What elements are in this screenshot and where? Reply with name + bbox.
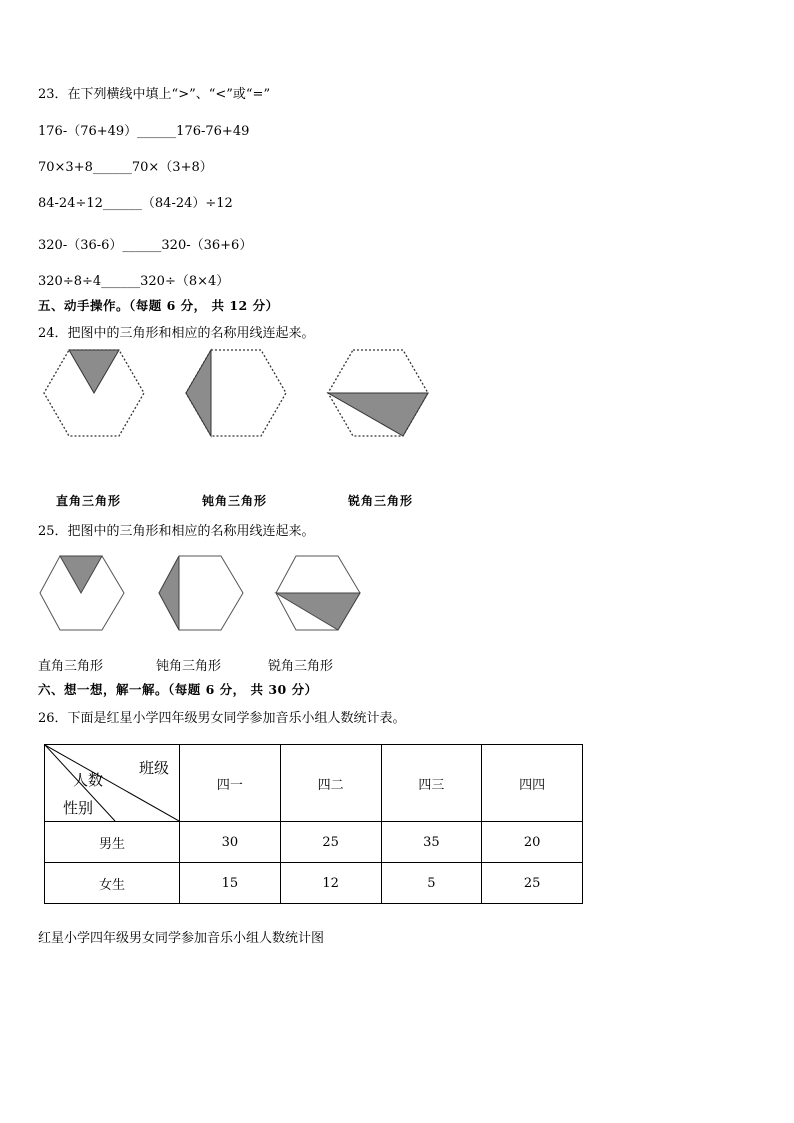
q23-title: 23．在下列横线中填上“>”、“<”或“=”: [38, 87, 271, 102]
q23-line-1: 176-（76+49）______176-76+49: [38, 124, 250, 139]
column-header: 四一: [180, 745, 281, 822]
q24-hexagon-right-triangle: [42, 347, 146, 439]
section-5-heading: 五、动手操作。（每题 6 分， 共 12 分）: [38, 298, 279, 313]
statistics-table: [44, 744, 583, 904]
q23-line-4: 320-（36-6）______320-（36+6）: [38, 238, 253, 253]
q25-label-right: 直角三角形: [38, 659, 104, 674]
corner-label-count: 人数: [73, 771, 104, 789]
table-cell: 30: [180, 822, 281, 863]
table-cell: 35: [381, 822, 482, 863]
row-label: 男生: [45, 822, 180, 863]
q23-line-2: 70×3+8______70×（3+8）: [38, 160, 213, 175]
q24-label-right: 直角三角形: [56, 494, 122, 508]
chart-caption: 红星小学四年级男女同学参加音乐小组人数统计图: [38, 931, 325, 946]
column-header: 四二: [280, 745, 381, 822]
q26-title: 26．下面是红星小学四年级男女同学参加音乐小组人数统计表。: [38, 711, 406, 726]
q24-hexagon-acute-triangle: [326, 347, 430, 439]
table-corner-header: [45, 745, 180, 822]
q23-line-3: 84-24÷12______（84-24）÷12: [38, 196, 233, 211]
column-header: 四三: [381, 745, 482, 822]
q25-hexagon-obtuse-triangle: [157, 554, 245, 632]
table-cell: 20: [482, 822, 583, 863]
column-header: 四四: [482, 745, 583, 822]
q25-hexagon-right-triangle: [38, 554, 126, 632]
q24-label-obtuse: 钝角三角形: [202, 494, 268, 508]
q23-line-5: 320÷8÷4______320÷（8×4）: [38, 274, 230, 289]
table-cell: 25: [280, 822, 381, 863]
table-cell: 15: [180, 863, 281, 904]
corner-label-class: 班级: [138, 759, 169, 777]
q25-label-acute: 锐角三角形: [268, 659, 334, 674]
q25-hexagon-acute-triangle: [274, 554, 362, 632]
corner-label-gender: 性别: [63, 799, 94, 817]
q24-label-acute: 锐角三角形: [348, 494, 414, 508]
section-6-heading: 六、想一想，解一解。（每题 6 分， 共 30 分）: [38, 682, 318, 697]
q24-hexagon-obtuse-triangle: [184, 347, 288, 439]
row-label: 女生: [45, 863, 180, 904]
q24-title: 24．把图中的三角形和相应的名称用线连起来。: [38, 326, 315, 341]
table-cell: 12: [280, 863, 381, 904]
table-row: [45, 863, 583, 904]
q25-title: 25．把图中的三角形和相应的名称用线连起来。: [38, 524, 315, 539]
q25-label-obtuse: 钝角三角形: [156, 659, 222, 674]
table-cell: 25: [482, 863, 583, 904]
table-cell: 5: [381, 863, 482, 904]
table-row: [45, 822, 583, 863]
